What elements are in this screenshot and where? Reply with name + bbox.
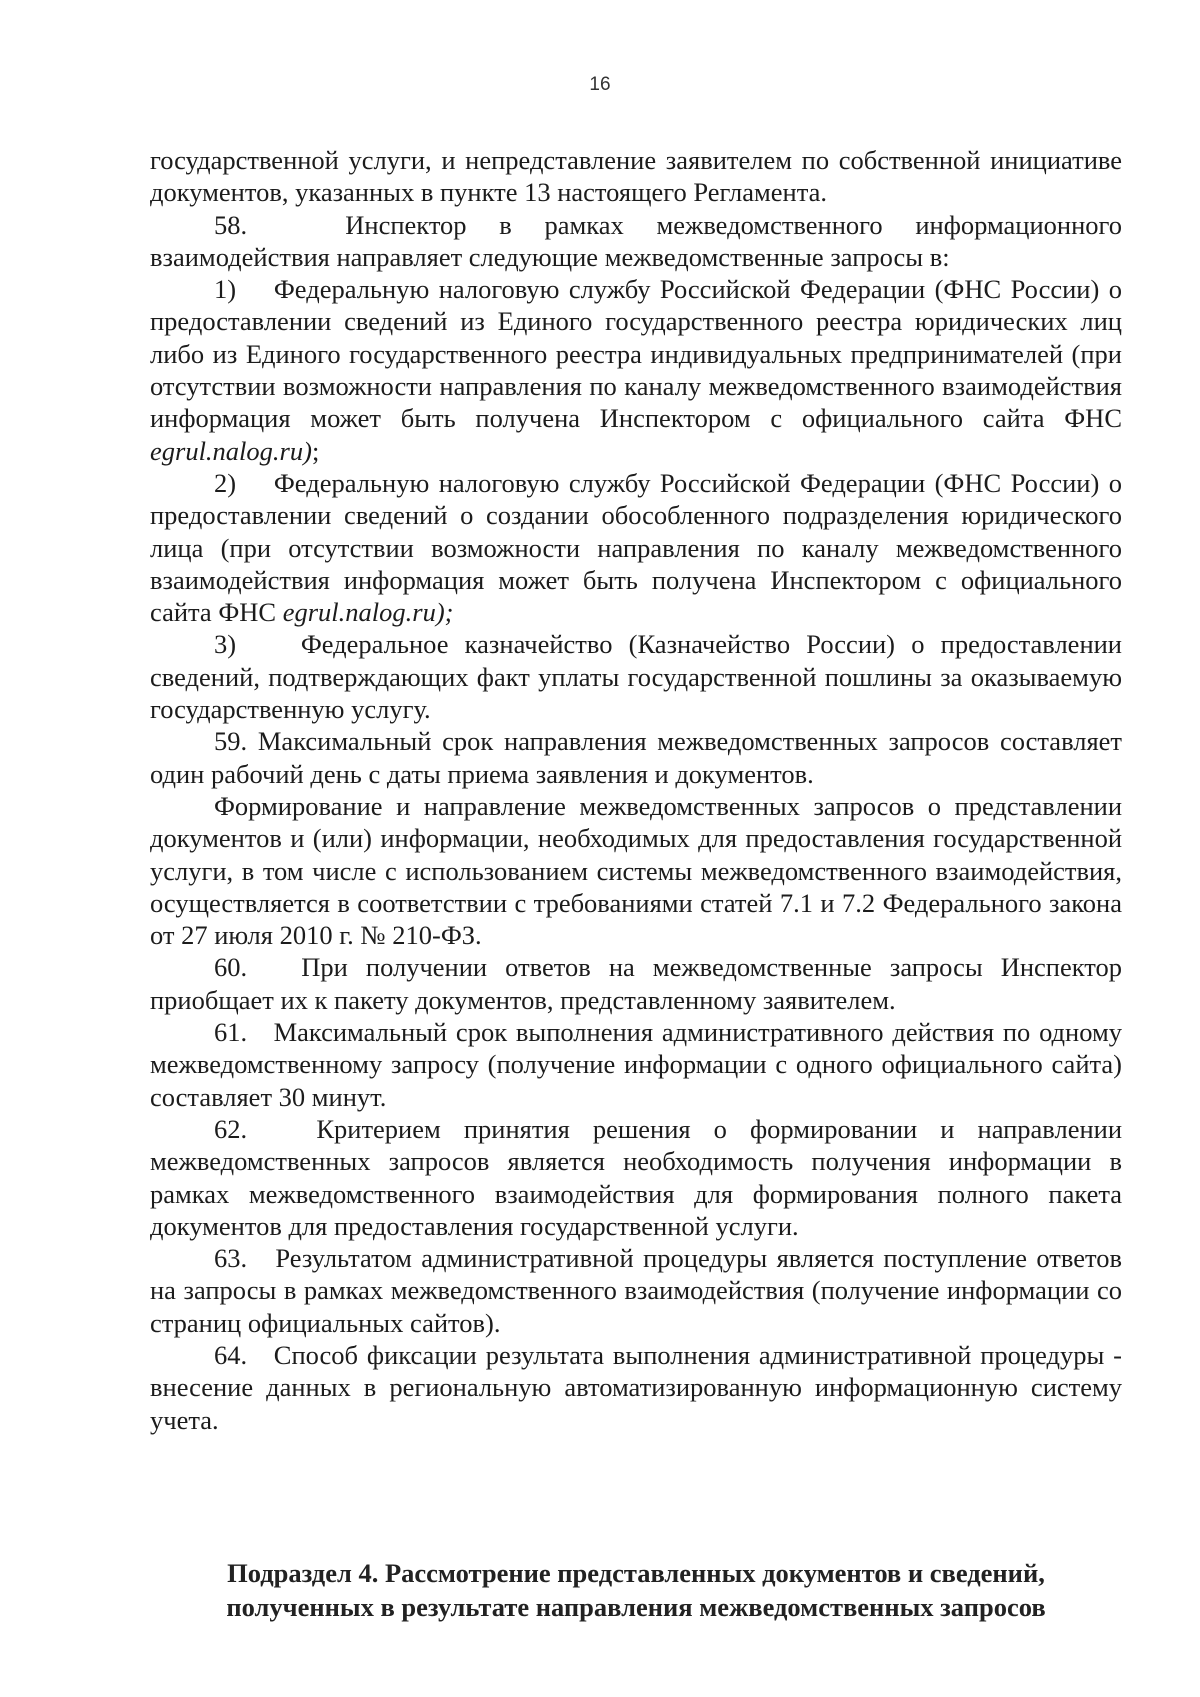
paragraph-58-item-2: 2) Федеральную налоговую службу Российской Федерации (ФНС России) о предоставлении сведений о создании обособленного подразделения юридического лица (при отсутствии возможности направления по каналу межведомственного взаимодействия информация может быть получена Инспектором с официального сайта ФНС egrul.nalog.ru); bbox=[150, 467, 1122, 628]
paragraph-61: 61. Максимальный срок выполнения административного действия по одному межведомственному запросу (получение информации с одного официального сайта) составляет 30 минут. bbox=[150, 1017, 1122, 1112]
paragraph-62: 62. Критерием принятия решения о формировании и направлении межведомственных запросов является необходимость получения информации в рамках межведомственного взаимодействия для формирования полного пакета документов для предоставления государственной услуги. bbox=[150, 1113, 1122, 1241]
subsection-heading-line-2: полученных в результате направления межведомственных запросов bbox=[226, 1592, 1046, 1622]
paragraph-58-item-1: 1) Федеральную налоговую службу Российской Федерации (ФНС России) о предоставлении сведений из Единого государственного реестра юридических лиц либо из Единого государственного реестра индивидуальных предпринимателей (при отсутствии возможности направления по каналу межведомственного взаимодействия информация может быть получена Инспектором с официального сайта ФНС egrul.nalog.ru); bbox=[150, 274, 1122, 466]
paragraph-59: 59. Максимальный срок направления межведомственных запросов составляет один рабочий день с даты приема заявления и документов. bbox=[150, 726, 1122, 789]
page-number: 16 bbox=[589, 74, 611, 95]
document-body bbox=[150, 144, 1122, 1436]
paragraph-58-item-3: 3) Федеральное казначейство (Казначейство России) о предоставлении сведений, подтверждающих факт уплаты государственной пошлины за оказываемую государственную услугу. bbox=[150, 629, 1122, 725]
paragraph-59-continued: Формирование и направление межведомственных запросов о представлении документов и (или) информации, необходимых для предоставления государственной услуги, в том числе с использованием системы межведомственного взаимодействия, осуществляется в соответствии с требованиями статей 7.1 и 7.2 Федерального закона от 27 июля 2010 г. № 210-ФЗ. bbox=[150, 790, 1122, 951]
paragraph-64: 64. Способ фиксации результата выполнения административной процедуры - внесение данных в региональную автоматизированную информационную систему учета. bbox=[150, 1339, 1122, 1435]
subsection-heading-line-1: Подраздел 4. Рассмотрение представленных документов и сведений, bbox=[227, 1558, 1045, 1588]
paragraph-60: 60. При получении ответов на межведомственные запросы Инспектор приобщает их к пакету документов, представленному заявителем. bbox=[150, 952, 1122, 1015]
paragraph: государственной услуги, и непредставление заявителем по собственной инициативе документов, указанных в пункте 13 настоящего Регламента. bbox=[150, 145, 1122, 208]
paragraph-58: 58. Инспектор в рамках межведомственного информационного взаимодействия направляет следующие межведомственные запросы в: bbox=[150, 209, 1122, 272]
site-link-text: egrul.nalog.ru); bbox=[282, 597, 454, 628]
paragraph-63: 63. Результатом административной процедуры является поступление ответов на запросы в рамках межведомственного взаимодействия (получение информации со страниц официальных сайтов). bbox=[150, 1243, 1122, 1338]
site-link-text: egrul.nalog.ru) bbox=[150, 435, 312, 466]
subsection-heading bbox=[150, 1556, 1122, 1624]
